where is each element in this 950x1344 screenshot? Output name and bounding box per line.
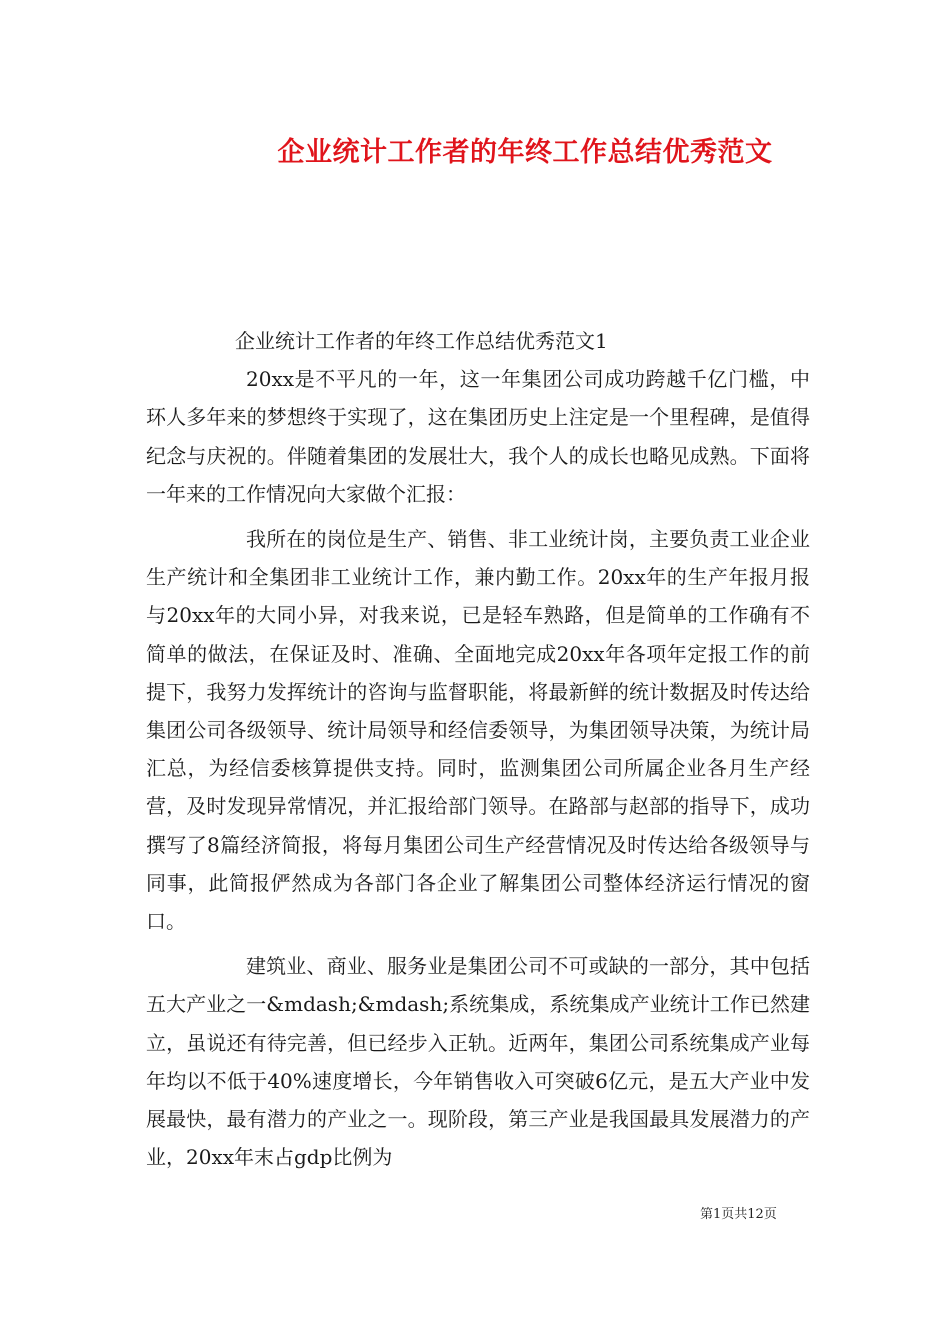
paragraph-1: 20xx是不平凡的一年，这一年集团公司成功跨越千亿门槛，中环人多年来的梦想终于实现了，这在集团历史上注定是一个里程碑，是值得纪念与庆祝的。伴随着集团的发展壮大，我个人的成长也略见成熟。下面将一年来的工作情况向大家做个汇报： (146, 367, 810, 506)
paragraph-2: 我所在的岗位是生产、销售、非工业统计岗，主要负责工业企业生产统计和全集团非工业统计工作，兼内勤工作。20xx年的生产年报月报与20xx年的大同小异，对我来说，已是轻车熟路，但是简单的工作确有不简单的做法，在保证及时、准确、全面地完成20xx年各项年定报工作的前提下，我努力发挥统计的咨询与监督职能，将最新鲜的统计数据及时传达给集团公司各级领导、统计局领导和经信委领导，为集团领导决策，为统计局汇总，为经信委核算提供支持。同时，监测集团公司所属企业各月生产经营，及时发现异常情况，并汇报给部门领导。在路部与赵部的指导下，成功撰写了8篇经济简报，将每月集团公司生产经营情况及时传达给各级领导与同事，此简报俨然成为各部门各企业了解集团公司整体经济运行情况的窗口。 (146, 527, 810, 934)
document-title: 企业统计工作者的年终工作总结优秀范文 (277, 137, 773, 168)
page-number-footer: 第1页共12页 (700, 1207, 777, 1222)
section-subtitle: 企业统计工作者的年终工作总结优秀范文1 (235, 329, 608, 353)
paragraph-3: 建筑业、商业、服务业是集团公司不可或缺的一部分，其中包括五大产业之一&mdash;&mdash;系统集成，系统集成产业统计工作已然建立，虽说还有待完善，但已经步入正轨。近两年，集团公司系统集成产业每年均以不低于40%速度增长，今年销售收入可突破6亿元，是五大产业中发展最快，最有潜力的产业之一。现阶段，第三产业是我国最具发展潜力的产业，20xx年末占gdp比例为 (146, 954, 810, 1170)
document-body (146, 322, 810, 1176)
